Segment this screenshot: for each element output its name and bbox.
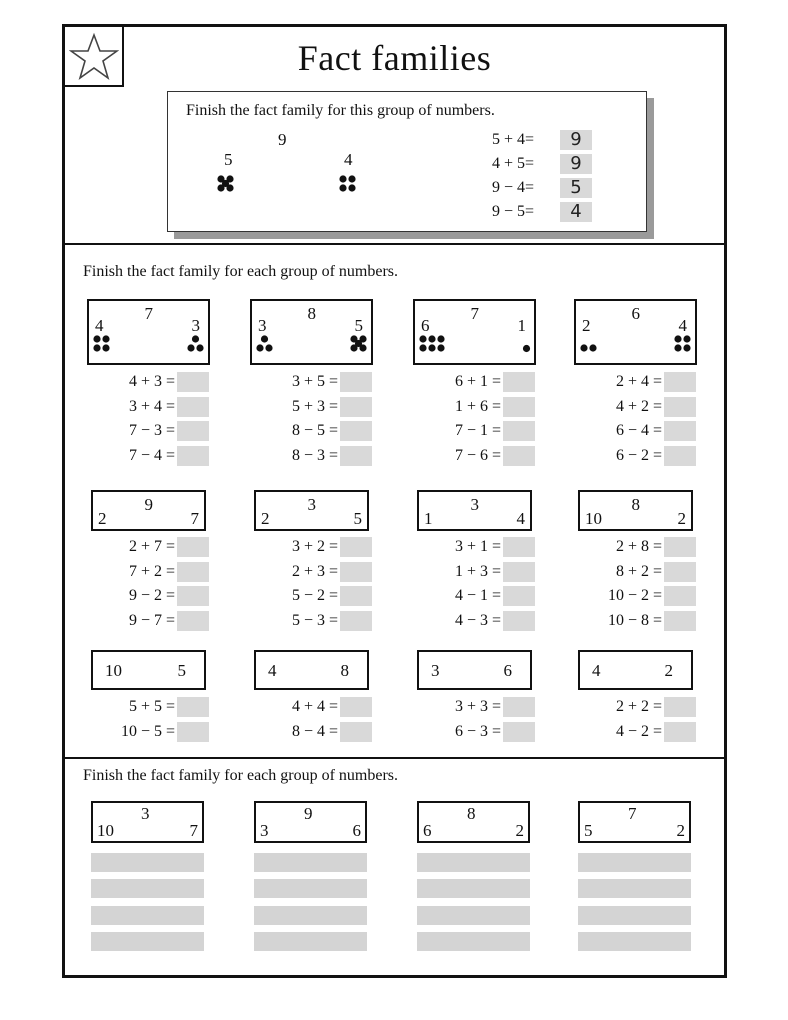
answer-line[interactable] bbox=[254, 879, 367, 898]
equation-row bbox=[258, 720, 372, 745]
right-number: 4 bbox=[516, 509, 525, 528]
fact-family-equations bbox=[95, 370, 209, 468]
fact-family-box bbox=[417, 490, 532, 531]
equation-text: 2 + 4 = bbox=[615, 373, 662, 391]
equation-row bbox=[582, 695, 696, 720]
right-number: 2 bbox=[676, 821, 685, 840]
example-right-number: 4 bbox=[344, 150, 353, 169]
answer-blank[interactable] bbox=[664, 611, 696, 631]
right-number: 1 bbox=[517, 316, 526, 335]
dot bbox=[580, 344, 587, 351]
answer-blank[interactable] bbox=[664, 586, 696, 606]
left-number: 2 bbox=[582, 316, 591, 335]
answer-blank[interactable] bbox=[340, 537, 372, 557]
answer-blank[interactable] bbox=[177, 372, 209, 392]
answer-blank[interactable] bbox=[503, 722, 535, 742]
example-answer: 9 bbox=[560, 154, 592, 174]
equation-text: 3 + 1 = bbox=[454, 538, 501, 556]
equation-row bbox=[421, 609, 535, 634]
dot bbox=[428, 344, 435, 351]
answer-blank[interactable] bbox=[177, 397, 209, 417]
equation-row bbox=[258, 560, 372, 585]
fact-family-box bbox=[91, 650, 206, 690]
dot bbox=[437, 344, 444, 351]
top-number: 8 bbox=[631, 495, 640, 514]
fact-family-box bbox=[91, 490, 206, 531]
example-left-number: 5 bbox=[224, 150, 233, 169]
example-answer: 4 bbox=[560, 202, 592, 222]
answer-blank[interactable] bbox=[340, 722, 372, 742]
equation-row bbox=[421, 560, 535, 585]
answer-blank[interactable] bbox=[340, 611, 372, 631]
left-number: 10 bbox=[105, 661, 122, 680]
equation-row bbox=[421, 584, 535, 609]
section2-instruction: Finish the fact family for each group of numbers. bbox=[83, 767, 399, 784]
fact-family-box bbox=[91, 801, 204, 843]
fact-family-equations bbox=[582, 695, 696, 744]
equation-row bbox=[258, 395, 372, 420]
equation-text: 4 + 2 = bbox=[615, 397, 662, 415]
top-number: 7 bbox=[470, 304, 479, 323]
answer-blank[interactable] bbox=[503, 537, 535, 557]
right-number: 3 bbox=[191, 316, 200, 335]
equation-row bbox=[258, 535, 372, 560]
equation-text: 2 + 2 = bbox=[615, 698, 662, 716]
answer-line[interactable] bbox=[417, 932, 530, 951]
fact-family-box bbox=[87, 299, 210, 365]
fact-family-box bbox=[578, 650, 693, 690]
answer-line[interactable] bbox=[254, 906, 367, 925]
dot bbox=[265, 344, 272, 351]
top-number: 6 bbox=[631, 304, 640, 323]
answer-blank[interactable] bbox=[503, 611, 535, 631]
fact-family-equations bbox=[95, 535, 209, 633]
dot bbox=[93, 344, 100, 351]
equation-row bbox=[95, 395, 209, 420]
answer-blank[interactable] bbox=[503, 446, 535, 466]
example-box bbox=[167, 91, 647, 232]
dot bbox=[339, 184, 346, 191]
dot bbox=[187, 344, 194, 351]
right-dots bbox=[517, 338, 532, 358]
fact-family-equations bbox=[582, 370, 696, 468]
worksheet bbox=[62, 24, 727, 978]
answer-blank[interactable] bbox=[664, 562, 696, 582]
equation-row bbox=[95, 720, 209, 745]
answer-line[interactable] bbox=[578, 932, 691, 951]
fact-family-equations bbox=[258, 370, 372, 468]
answer-line[interactable] bbox=[417, 906, 530, 925]
dot bbox=[683, 335, 690, 342]
left-number: 2 bbox=[261, 509, 270, 528]
answer-blank[interactable] bbox=[503, 372, 535, 392]
equation-text: 5 + 3 = bbox=[291, 397, 338, 415]
top-number: 9 bbox=[304, 804, 313, 823]
equation-text: 6 − 2 = bbox=[615, 447, 662, 465]
fact-family-equations bbox=[582, 535, 696, 633]
dot bbox=[93, 335, 100, 342]
dot bbox=[348, 184, 355, 191]
equation-row bbox=[95, 444, 209, 469]
left-number: 4 bbox=[268, 661, 277, 680]
equation-text: 3 + 2 = bbox=[291, 538, 338, 556]
answer-blank[interactable] bbox=[340, 421, 372, 441]
equation-text: 7 + 2 = bbox=[128, 562, 175, 580]
right-number: 2 bbox=[664, 661, 673, 680]
fact-family-equations bbox=[258, 535, 372, 633]
equation-text: 2 + 8 = bbox=[615, 538, 662, 556]
answer-line[interactable] bbox=[254, 932, 367, 951]
equation-text: 7 − 1 = bbox=[454, 422, 501, 440]
example-answer: 9 bbox=[560, 130, 592, 150]
answer-blank[interactable] bbox=[503, 562, 535, 582]
answer-blank[interactable] bbox=[664, 537, 696, 557]
fact-family-box bbox=[417, 801, 530, 843]
fact-family-box bbox=[254, 650, 369, 690]
top-number: 3 bbox=[307, 495, 316, 514]
fact-family-box bbox=[254, 490, 369, 531]
left-number: 3 bbox=[431, 661, 440, 680]
answer-blank[interactable] bbox=[503, 697, 535, 717]
right-dots-graphic bbox=[349, 334, 368, 353]
equation-text: 4 + 4 = bbox=[291, 698, 338, 716]
equation-text: 8 − 3 = bbox=[291, 447, 338, 465]
equation-text: 5 − 2 = bbox=[291, 587, 338, 605]
answer-blank[interactable] bbox=[340, 697, 372, 717]
equation-row bbox=[95, 560, 209, 585]
right-dots bbox=[186, 334, 205, 358]
dot bbox=[589, 344, 596, 351]
right-number: 5 bbox=[177, 661, 186, 680]
answer-blank[interactable] bbox=[177, 421, 209, 441]
fact-family-equations bbox=[95, 695, 209, 744]
equation-text: 3 + 5 = bbox=[291, 373, 338, 391]
top-number: 7 bbox=[144, 304, 153, 323]
answer-blank[interactable] bbox=[503, 586, 535, 606]
answer-blank[interactable] bbox=[177, 446, 209, 466]
left-number: 3 bbox=[258, 316, 267, 335]
equation-text: 4 − 2 = bbox=[615, 722, 662, 740]
dot bbox=[350, 344, 357, 351]
example-answer: 5 bbox=[560, 178, 592, 198]
equation-row bbox=[421, 695, 535, 720]
answer-blank[interactable] bbox=[664, 397, 696, 417]
equation-text: 8 − 5 = bbox=[291, 422, 338, 440]
top-number: 7 bbox=[628, 804, 637, 823]
answer-blank[interactable] bbox=[177, 722, 209, 742]
answer-blank[interactable] bbox=[340, 446, 372, 466]
left-dots-graphic bbox=[418, 334, 446, 353]
right-number: 7 bbox=[190, 509, 199, 528]
left-number: 10 bbox=[585, 509, 602, 528]
fact-family-box bbox=[254, 801, 367, 843]
example-equation: 5 + 4= 9 bbox=[492, 128, 592, 152]
dot bbox=[419, 344, 426, 351]
answer-lines bbox=[417, 853, 530, 958]
equation-row bbox=[258, 444, 372, 469]
left-number: 4 bbox=[592, 661, 601, 680]
answer-line[interactable] bbox=[91, 853, 204, 872]
equation-text: 3 + 4 = bbox=[128, 397, 175, 415]
equation-row bbox=[258, 584, 372, 609]
equation-row bbox=[258, 419, 372, 444]
dot bbox=[102, 335, 109, 342]
equation-text: 10 − 2 = bbox=[607, 587, 662, 605]
equation-text: 4 − 3 = bbox=[454, 612, 501, 630]
equation-row bbox=[95, 584, 209, 609]
left-number: 5 bbox=[584, 821, 593, 840]
equation-text: 6 − 4 = bbox=[615, 422, 662, 440]
section-divider bbox=[65, 243, 724, 245]
answer-line[interactable] bbox=[417, 853, 530, 872]
equation-text: 10 − 8 = bbox=[607, 612, 662, 630]
top-number: 8 bbox=[307, 304, 316, 323]
example-equation: 4 + 5= 9 bbox=[492, 152, 592, 176]
dot bbox=[437, 335, 444, 342]
answer-blank[interactable] bbox=[340, 562, 372, 582]
equation-row bbox=[95, 419, 209, 444]
equation-row bbox=[421, 535, 535, 560]
answer-line[interactable] bbox=[417, 879, 530, 898]
answer-blank[interactable] bbox=[664, 697, 696, 717]
answer-blank[interactable] bbox=[664, 372, 696, 392]
right-number: 2 bbox=[515, 821, 524, 840]
left-number: 3 bbox=[260, 821, 269, 840]
left-number: 6 bbox=[423, 821, 432, 840]
left-dots bbox=[418, 334, 446, 358]
equation-row bbox=[421, 395, 535, 420]
section1-instruction: Finish the fact family for each group of numbers. bbox=[83, 263, 399, 280]
top-number: 3 bbox=[141, 804, 150, 823]
answer-line[interactable] bbox=[578, 906, 691, 925]
right-number: 2 bbox=[677, 509, 686, 528]
equation-text: 9 − 2 = bbox=[128, 587, 175, 605]
example-equation: 9 − 4= 5 bbox=[492, 176, 592, 200]
left-dots bbox=[92, 334, 111, 358]
answer-blank[interactable] bbox=[177, 586, 209, 606]
equation-text: 7 − 3 = bbox=[128, 422, 175, 440]
equation-text: 1 + 6 = bbox=[454, 397, 501, 415]
left-dots bbox=[255, 334, 274, 358]
equation-text: 2 + 3 = bbox=[291, 562, 338, 580]
equation-text: 7 − 6 = bbox=[454, 447, 501, 465]
answer-blank[interactable] bbox=[664, 421, 696, 441]
equation-row bbox=[95, 695, 209, 720]
example-right-dots bbox=[338, 174, 357, 197]
equation-text: 3 + 3 = bbox=[454, 698, 501, 716]
answer-blank[interactable] bbox=[664, 446, 696, 466]
dot bbox=[256, 344, 263, 351]
equation-row bbox=[258, 609, 372, 634]
equation-text: 8 + 2 = bbox=[615, 562, 662, 580]
equation-text: 4 + 3 = bbox=[128, 373, 175, 391]
left-dots-graphic bbox=[92, 334, 111, 353]
dot bbox=[192, 335, 199, 342]
fact-family-box bbox=[417, 650, 532, 690]
top-number: 9 bbox=[144, 495, 153, 514]
answer-lines bbox=[91, 853, 204, 958]
equation-row bbox=[582, 609, 696, 634]
answer-blank[interactable] bbox=[340, 397, 372, 417]
equation-text: 5 + 5 = bbox=[128, 698, 175, 716]
dot bbox=[683, 344, 690, 351]
fact-family-equations bbox=[421, 370, 535, 468]
equation-text: 7 − 4 = bbox=[128, 447, 175, 465]
equation-text: 6 + 1 = bbox=[454, 373, 501, 391]
equation-row bbox=[582, 419, 696, 444]
left-number: 10 bbox=[97, 821, 114, 840]
example-equation: 9 − 5= 4 bbox=[492, 200, 592, 224]
equation-row bbox=[582, 444, 696, 469]
right-number: 4 bbox=[678, 316, 687, 335]
dot bbox=[261, 335, 268, 342]
left-number: 2 bbox=[98, 509, 107, 528]
equation-text: 9 − 7 = bbox=[128, 612, 175, 630]
equation-row bbox=[582, 720, 696, 745]
right-number: 5 bbox=[354, 316, 363, 335]
dot bbox=[419, 335, 426, 342]
right-dots bbox=[673, 334, 692, 358]
equation-row bbox=[95, 535, 209, 560]
answer-blank[interactable] bbox=[340, 372, 372, 392]
right-dots-graphic bbox=[186, 334, 205, 353]
answer-line[interactable] bbox=[91, 879, 204, 898]
answer-blank[interactable] bbox=[503, 421, 535, 441]
dot bbox=[217, 184, 224, 191]
fact-family-box bbox=[413, 299, 536, 365]
section-divider bbox=[65, 757, 724, 759]
example-left-dots bbox=[216, 174, 235, 197]
equation-row bbox=[95, 609, 209, 634]
answer-lines bbox=[254, 853, 367, 958]
equation-text: 8 − 4 = bbox=[291, 722, 338, 740]
dot bbox=[102, 344, 109, 351]
left-dots bbox=[579, 338, 598, 358]
dot bbox=[196, 344, 203, 351]
equation-row bbox=[421, 444, 535, 469]
right-number: 7 bbox=[189, 821, 198, 840]
equation-row bbox=[421, 720, 535, 745]
equation-row bbox=[258, 370, 372, 395]
left-dots-graphic bbox=[255, 334, 274, 353]
equation-text: 5 − 3 = bbox=[291, 612, 338, 630]
right-dots-graphic bbox=[673, 334, 692, 353]
answer-blank[interactable] bbox=[177, 697, 209, 717]
equation-row bbox=[421, 370, 535, 395]
left-number: 6 bbox=[421, 316, 430, 335]
dot bbox=[348, 175, 355, 182]
fact-family-equations bbox=[421, 535, 535, 633]
top-number: 8 bbox=[467, 804, 476, 823]
equation-row bbox=[582, 535, 696, 560]
fact-family-box bbox=[574, 299, 697, 365]
fact-family-box bbox=[578, 490, 693, 531]
answer-blank[interactable] bbox=[177, 611, 209, 631]
answer-line[interactable] bbox=[578, 879, 691, 898]
fact-family-box bbox=[578, 801, 691, 843]
dot bbox=[674, 344, 681, 351]
answer-lines bbox=[578, 853, 691, 958]
equation-row bbox=[582, 584, 696, 609]
equation-text: 1 + 3 = bbox=[454, 562, 501, 580]
dot bbox=[226, 184, 233, 191]
right-dots bbox=[349, 334, 368, 358]
dot bbox=[428, 335, 435, 342]
example-top-number: 9 bbox=[278, 130, 287, 149]
equation-row bbox=[582, 560, 696, 585]
right-number: 6 bbox=[503, 661, 512, 680]
right-dots-graphic bbox=[517, 339, 532, 354]
equation-text: 10 − 5 = bbox=[120, 722, 175, 740]
right-number: 5 bbox=[353, 509, 362, 528]
answer-blank[interactable] bbox=[177, 537, 209, 557]
equation-row bbox=[582, 395, 696, 420]
example-instruction: Finish the fact family for this group of numbers. bbox=[186, 102, 495, 119]
answer-blank[interactable] bbox=[664, 722, 696, 742]
left-number: 4 bbox=[95, 316, 104, 335]
answer-line[interactable] bbox=[254, 853, 367, 872]
equation-text: 2 + 7 = bbox=[128, 538, 175, 556]
right-number: 8 bbox=[340, 661, 349, 680]
answer-line[interactable] bbox=[91, 932, 204, 951]
equation-text: 6 − 3 = bbox=[454, 722, 501, 740]
dot bbox=[674, 335, 681, 342]
fact-family-equations bbox=[421, 695, 535, 744]
answer-line[interactable] bbox=[578, 853, 691, 872]
equation-row bbox=[582, 370, 696, 395]
right-number: 6 bbox=[352, 821, 361, 840]
page-title: Fact families bbox=[297, 38, 492, 78]
left-number: 1 bbox=[424, 509, 433, 528]
equation-row bbox=[421, 419, 535, 444]
dot bbox=[339, 175, 346, 182]
dot bbox=[359, 344, 366, 351]
example-equations bbox=[492, 128, 592, 224]
equation-row bbox=[258, 695, 372, 720]
equation-row bbox=[95, 370, 209, 395]
fact-family-equations bbox=[258, 695, 372, 744]
left-dots-graphic bbox=[579, 343, 598, 353]
equation-text: 4 − 1 = bbox=[454, 587, 501, 605]
answer-blank[interactable] bbox=[340, 586, 372, 606]
answer-blank[interactable] bbox=[503, 397, 535, 417]
dot bbox=[522, 344, 529, 351]
fact-family-box bbox=[250, 299, 373, 365]
answer-blank[interactable] bbox=[177, 562, 209, 582]
answer-line[interactable] bbox=[91, 906, 204, 925]
top-number: 3 bbox=[470, 495, 479, 514]
